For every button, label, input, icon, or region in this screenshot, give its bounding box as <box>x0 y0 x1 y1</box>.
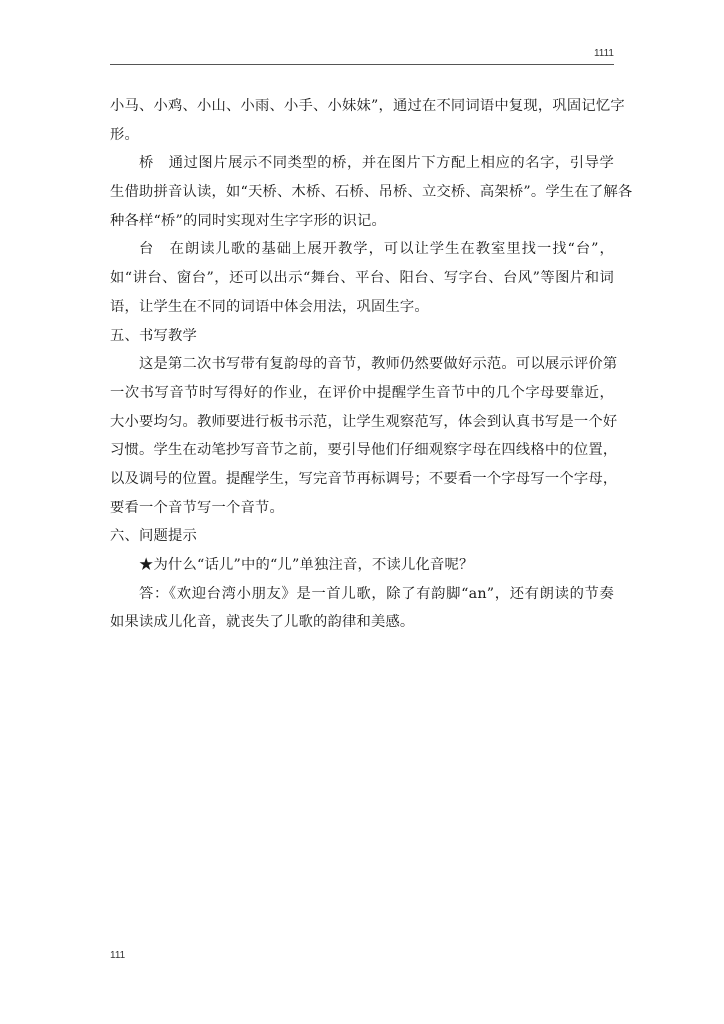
text-line: 种各样“桥”的同时实现对生字字形的识记。 <box>110 212 386 229</box>
text-line: 小马、小鸡、小山、小雨、小手、小妹妹”，通过在不同词语中复现，巩固记忆字 <box>110 98 625 114</box>
text-line: 要看一个音节写一个音节。 <box>110 499 284 516</box>
document-body <box>110 92 633 637</box>
text-line: 大小要均匀。教师要进行板书示范，让学生观察范写，体会到认真书写是一个好 <box>110 413 618 430</box>
text-line: 形。 <box>110 126 139 143</box>
section-heading: 六、问题提示 <box>110 528 197 545</box>
text-line: 如“讲台、窗台”，还可以出示“舞台、平台、阳台、写字台、台风”等图片和词 <box>110 270 614 287</box>
text-line: 桥 通过图片展示不同类型的桥，并在图片下方配上相应的名字，引导学 <box>139 155 614 172</box>
question-line: ★为什么“话儿”中的“儿”单独注音，不读儿化音呢？ <box>139 557 474 573</box>
answer-line: 如果读成儿化音，就丧失了儿歌的韵律和美感。 <box>110 614 415 631</box>
text-line: 语，让学生在不同的词语中体会用法，巩固生字。 <box>110 298 429 315</box>
header-page-number: 1111 <box>593 48 614 59</box>
text-line: 一次书写音节时写得好的作业，在评价中提醒学生音节中的几个字母要靠近， <box>110 384 614 401</box>
answer-line: 答：《欢迎台湾小朋友》是一首儿歌，除了有韵脚“an”，还有朗读的节奏 <box>139 585 614 602</box>
page-header <box>110 48 614 65</box>
text-line: 台 在朗读儿歌的基础上展开教学，可以让学生在教室里找一找“台”， <box>139 241 614 258</box>
text-line: 生借助拼音认读，如“天桥、木桥、石桥、吊桥、立交桥、高架桥”。学生在了解各 <box>110 184 633 201</box>
footer-page-number: 111 <box>110 950 126 961</box>
text-line: 以及调号的位置。提醒学生，写完音节再标调号；不要看一个字母写一个字母， <box>110 470 618 487</box>
section-heading: 五、书写教学 <box>110 327 197 344</box>
text-line: 习惯。学生在动笔抄写音节之前，要引导他们仔细观察字母在四线格中的位置， <box>110 442 618 459</box>
text-line: 这是第二次书写带有复韵母的音节，教师仍然要做好示范。可以展示评价第 <box>139 356 618 373</box>
